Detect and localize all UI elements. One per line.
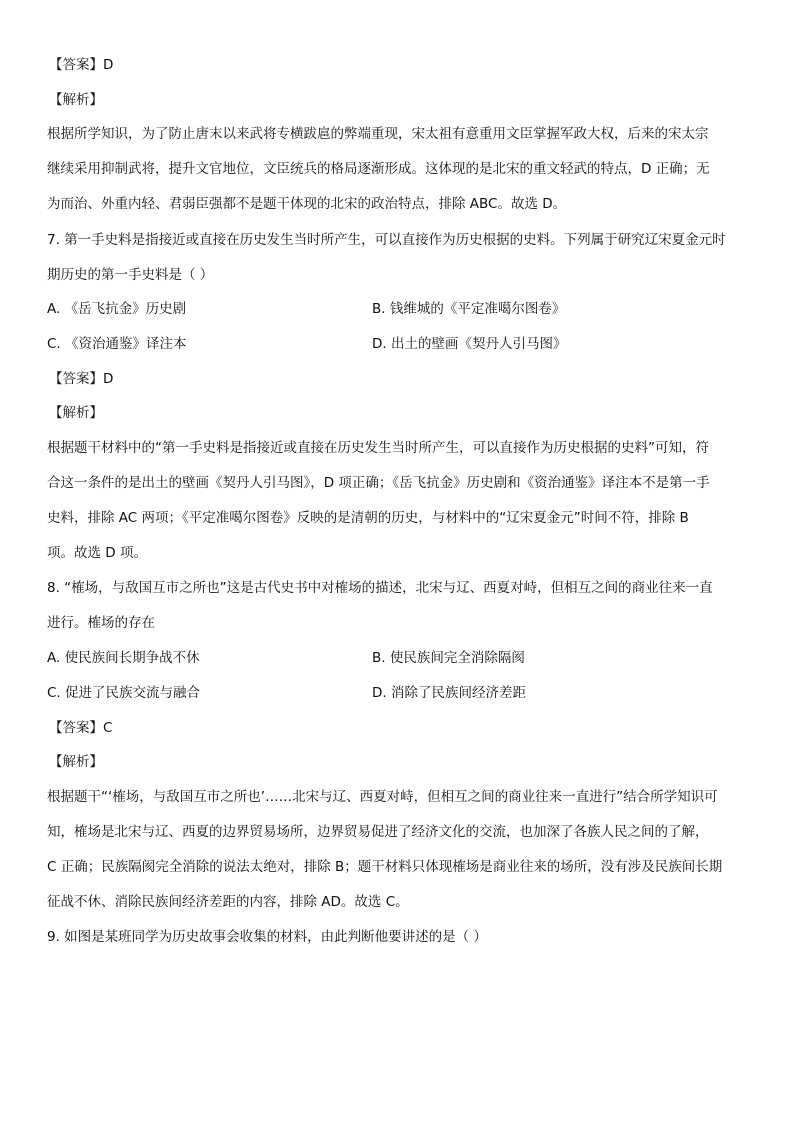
analysis-label-q7: 【解析】 — [49, 405, 103, 421]
question-7-option-d: D. 出土的壁画《契丹人引马图》 — [372, 336, 567, 352]
analysis-line-q7-4: 项。故选 D 项。 — [47, 545, 147, 561]
analysis-line-q7-1: 根据题干材料中的“第一手史料是指接近或直接在历史发生当时所产生，可以直接作为历史根据的史料”可知，符 — [47, 440, 709, 456]
question-8-stem-2: 进行。榷场的存在 — [47, 615, 155, 631]
analysis-line-q8-1: 根据题干“‘榷场，与敌国互市之所也’……北宋与辽、西夏对峙，但相互之间的商业往来一直进行”结合所学知识可 — [47, 789, 718, 805]
question-8-option-a: A. 使民族间长期争战不休 — [47, 650, 200, 666]
analysis-line-q6-2: 继续采用抑制武将，提升文官地位，文臣统兵的格局逐渐形成。这体现的是北宋的重文轻武的特点，D 正确；无 — [47, 161, 710, 177]
analysis-line-q8-3: C 正确；民族隔阂完全消除的说法太绝对，排除 B；题干材料只体现榷场是商业往来的场所，没有涉及民族间长期 — [47, 859, 723, 875]
question-8-option-d: D. 消除了民族间经济差距 — [372, 685, 526, 701]
question-8-option-c: C. 促进了民族交流与融合 — [47, 685, 201, 701]
question-7-option-b: B. 钱维城的《平定准噶尔图卷》 — [372, 301, 566, 317]
analysis-line-q8-2: 知，榷场是北宋与辽、西夏的边界贸易场所，边界贸易促进了经济文化的交流，也加深了各族人民之间的了解， — [47, 824, 709, 840]
analysis-label-q8: 【解析】 — [49, 754, 103, 770]
analysis-line-q7-3: 史料，排除 AC 两项；《平定准噶尔图卷》反映的是清朝的历史，与材料中的“辽宋夏金元”时间不符，排除 B — [47, 510, 689, 526]
answer-label-q6: 【答案】D — [49, 57, 114, 73]
answer-label-q7: 【答案】D — [49, 371, 114, 387]
analysis-line-q7-2: 合这一条件的是出土的壁画《契丹人引马图》，D 项正确；《岳飞抗金》历史剧和《资治通鉴》译注本不是第一手 — [47, 475, 710, 491]
question-7-option-c: C. 《资治通鉴》译注本 — [47, 336, 187, 352]
answer-label-q8: 【答案】C — [49, 720, 113, 736]
question-7-stem-1: 7. 第一手史料是指接近或直接在历史发生当时所产生，可以直接作为历史根据的史料。下列属于研究辽宋夏金元时 — [47, 232, 726, 248]
question-8-option-b: B. 使民族间完全消除隔阂 — [372, 650, 525, 666]
analysis-label-q6: 【解析】 — [49, 92, 103, 108]
question-7-stem-2: 期历史的第一手史料是（ ） — [47, 267, 214, 283]
analysis-line-q8-4: 征战不休、消除民族间经济差距的内容，排除 AD。故选 C。 — [47, 894, 409, 910]
question-9-stem-1: 9. 如图是某班同学为历史故事会收集的材料，由此判断他要讲述的是（ ） — [47, 929, 487, 945]
analysis-line-q6-3: 为而治、外重内轻、君弱臣强都不是题干体现的北宋的政治特点，排除 ABC。故选 D。 — [47, 196, 567, 212]
question-7-option-a: A. 《岳飞抗金》历史剧 — [47, 301, 187, 317]
analysis-line-q6-1: 根据所学知识，为了防止唐末以来武将专横跋扈的弊端重现，宋太祖有意重用文臣掌握军政大权，后来的宋太宗 — [47, 126, 709, 142]
question-8-stem-1: 8. “榷场，与敌国互市之所也”这是古代史书中对榷场的描述，北宋与辽、西夏对峙，但相互之间的商业往来一直 — [47, 580, 713, 596]
